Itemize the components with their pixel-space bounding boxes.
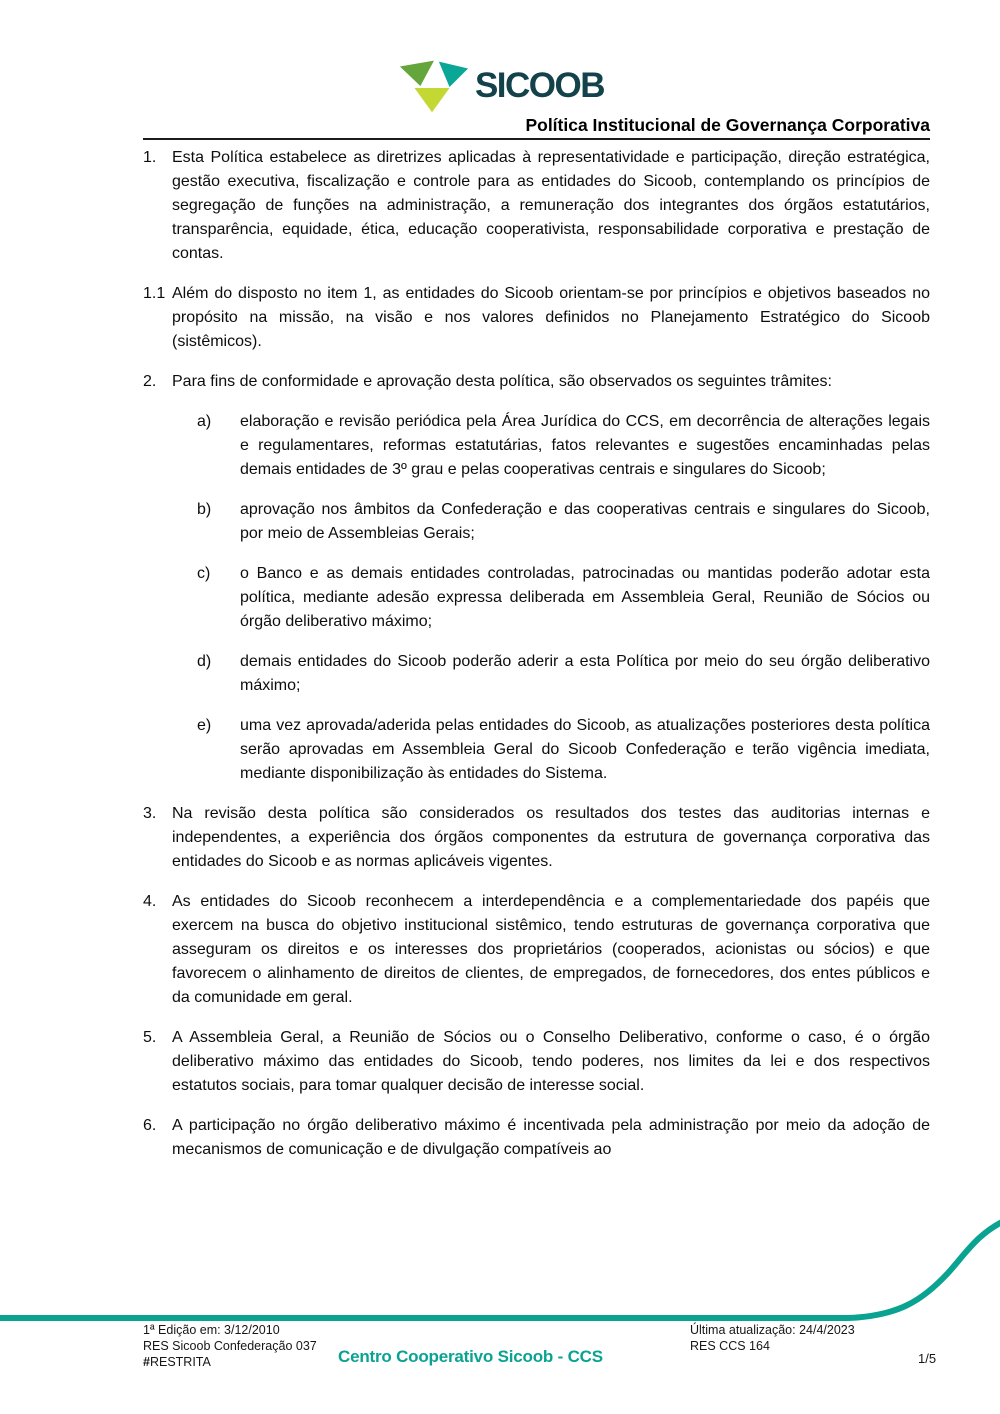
item-text: Na revisão desta política são considerados os resultados dos testes das auditorias internas e independentes, a experiência dos órgãos componentes da estrutura de governança corporativa das entidades do Sicoob e as normas aplicáveis vigentes. [172, 805, 930, 870]
item-text: Para fins de conformidade e aprovação desta política, são observados os seguintes trâmites: [172, 373, 832, 390]
classification-text: RESTRITA [149, 1355, 211, 1369]
footer-right-block [690, 1322, 855, 1354]
item-letter: b) [197, 501, 212, 518]
item-letter: d) [197, 653, 212, 670]
footer-center-title: Centro Cooperativo Sicoob - CCS [338, 1347, 603, 1366]
resolution-ccs-info: RES CCS 164 [690, 1339, 770, 1353]
item-number: 6. [143, 1117, 157, 1134]
edition-info: 1ª Edição em: 3/12/2010 [143, 1323, 280, 1337]
policy-subitem [143, 410, 930, 482]
policy-subitem [143, 562, 930, 634]
item-text: elaboração e revisão periódica pela Área Jurídica do CCS, em decorrência de alterações legais e regulamentares, reformas estatutárias, fatos relevantes e sugestões encaminhadas pelas demais entidades de 3º grau e pelas cooperativas centrais e singulares do Sicoob; [240, 413, 930, 478]
item-text: uma vez aprovada/aderida pelas entidades do Sicoob, as atualizações posteriores desta política serão aprovadas em Assembleia Geral do Sicoob Confederação e terão vigência imediata, mediante disponibilização às entidades do Sistema. [240, 717, 930, 782]
item-text: demais entidades do Sicoob poderão aderir a esta Política por meio do seu órgão deliberativo máximo; [240, 653, 930, 694]
last-update-info: Última atualização: 24/4/2023 [690, 1323, 855, 1337]
policy-subitem [143, 714, 930, 786]
item-text: Além do disposto no item 1, as entidades do Sicoob orientam-se por princípios e objetivos baseados no propósito na missão, na visão e nos valores definidos no Planejamento Estratégico do Sicoob (sistêmicos). [172, 285, 930, 350]
policy-subitem [143, 650, 930, 698]
policy-item [143, 146, 930, 266]
item-text: o Banco e as demais entidades controladas, patrocinadas ou mantidas poderão adotar esta política, mediante adesão expressa deliberada em Assembleia Geral, Reunião de Sócios ou órgão deliberativo máximo; [240, 565, 930, 630]
policy-subitem [143, 498, 930, 546]
policy-item [143, 282, 930, 354]
sicoob-logo-text: SICOOB [474, 66, 605, 105]
item-text: aprovação nos âmbitos da Confederação e das cooperativas centrais e singulares do Sicoob, por meio de Assembleias Gerais; [240, 501, 930, 542]
resolution-info: RES Sicoob Confederação 037 [143, 1339, 317, 1353]
item-number: 3. [143, 805, 157, 822]
item-number: 2. [143, 373, 157, 390]
classification-label [143, 1354, 317, 1370]
document-body [143, 143, 930, 1162]
page-title: Política Institucional de Governança Corporativa [525, 115, 930, 135]
item-text: A participação no órgão deliberativo máximo é incentivada pela administração por meio da adoção de mecanismos de comunicação e de divulgação compatíveis ao [172, 1117, 930, 1158]
item-number: 5. [143, 1029, 157, 1046]
classification-hash: # [143, 1355, 150, 1369]
item-text: Esta Política estabelece as diretrizes aplicadas à representatividade e participação, direção estratégica, gestão executiva, fiscalização e controle para as entidades do Sicoob, contemplando os princípios de segregação de funções na administração, a remuneração dos integrantes dos órgãos estatutários, transparência, equidade, ética, educação cooperativista, responsabilidade corporativa e prestação de contas. [172, 149, 930, 262]
item-letter: c) [197, 565, 211, 582]
policy-item [143, 370, 930, 394]
footer-swoosh-decoration [0, 1215, 1000, 1327]
header-divider [143, 138, 930, 140]
item-letter: e) [197, 717, 212, 734]
policy-item [143, 1114, 930, 1162]
policy-item [143, 890, 930, 1010]
item-number: 1. [143, 149, 157, 166]
item-number: 4. [143, 893, 157, 910]
page-number: 1/5 [918, 1351, 937, 1366]
item-text: A Assembleia Geral, a Reunião de Sócios ou o Conselho Deliberativo, conforme o caso, é o órgão deliberativo máximo das entidades do Sicoob, tendo poderes, nos limites da lei e dos respectivos estatutos sociais, para tomar qualquer decisão de interesse social. [172, 1029, 930, 1094]
policy-item [143, 1026, 930, 1098]
sicoob-logo-icon [396, 58, 470, 114]
item-letter: a) [197, 413, 212, 430]
sicoob-logo [0, 58, 1000, 114]
policy-item [143, 802, 930, 874]
item-text: As entidades do Sicoob reconhecem a interdependência e a complementariedade dos papéis que exercem na busca do objetivo institucional sistêmico, tendo estruturas de governança corporativa que asseguram os direitos e os interesses dos proprietários (cooperados, acionistas ou sócios) e que favorecem o alinhamento de direitos de clientes, de empregados, de fornecedores, dos entes públicos e da comunidade em geral. [172, 893, 930, 1006]
footer-left-block [143, 1322, 317, 1370]
item-number: 1.1 [143, 285, 166, 302]
